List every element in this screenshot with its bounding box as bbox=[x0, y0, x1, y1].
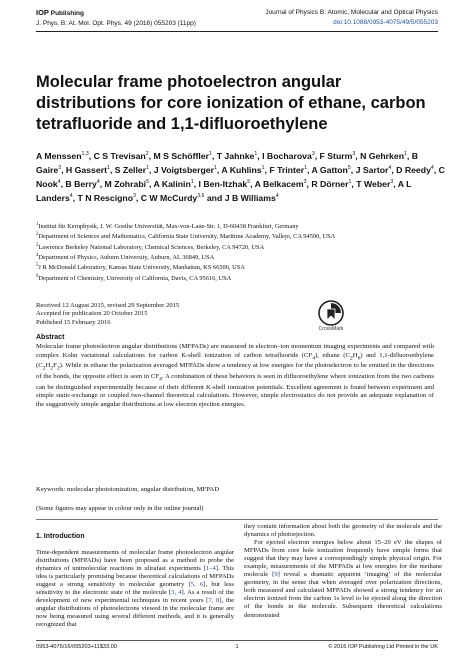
abstract-heading: Abstract bbox=[36, 334, 65, 341]
keywords: Keywords: molecular photoionization, angular distribution, MFPAD bbox=[36, 486, 220, 493]
crossmark-label: CrossMark bbox=[318, 326, 344, 332]
abstract-section bbox=[36, 333, 434, 409]
publication-dates bbox=[36, 302, 179, 327]
header-rule bbox=[36, 31, 438, 32]
affiliation-6: $^6$Department of Chemistry, University of California, Davis, CA 95616, USA bbox=[36, 273, 232, 282]
affiliation-4: $^4$Department of Physics, Auburn University, Auburn, AL 36849, USA bbox=[36, 252, 215, 262]
publisher-logo: IOP Publishing bbox=[36, 8, 84, 17]
citation: J. Phys. B: At. Mol. Opt. Phys. 49 (2016) 055203 (11pp) bbox=[36, 20, 196, 27]
journal-name: Journal of Physics B: Atomic, Molecular and Optical Physics bbox=[265, 9, 438, 16]
abstract-text: Molecular frame photoelectron angular distributions (MFPADs) are measured in electron–ion momentum imaging experiments and compared with complex Kohn variational calculations for carbon K-shell ionization of carbon tetrafluoride $(CF_4)$, ethane $(C_2H_6)$ and 1,1-difluoroethylene $(C_2H_2F_2)$. While in ethane the polarization averaged MFPADs show a tendency at low energies for the photoelectron to be emitted in the directions of the bonds, the opposite effect is seen in $CF_4$. A combination of these behaviors is seen in difluoroethylene where ionization from the two carbons can be distinguished experimentally because of their different K-shell ionization potentials. Excellent agreement is found between experiment and simple static-exchange or coupled two-channel theoretical calculations. However, simple electrostatics do not provide an adequate explanation of the suggestively simple angular distributions at low electron ejection energies. bbox=[36, 343, 434, 408]
published-date: Published 15 February 2016 bbox=[36, 318, 111, 326]
doi-link[interactable]: doi:10.1088/0953-4075/49/5/055203 bbox=[333, 19, 438, 26]
section-heading: 1. Introduction bbox=[36, 533, 85, 540]
journal-header-left bbox=[36, 8, 196, 29]
body-column-left bbox=[36, 523, 234, 629]
footer-code: 0953-4075/16/055203+11$33.00 bbox=[36, 644, 117, 650]
page-footer bbox=[36, 643, 438, 652]
crossmark-icon bbox=[318, 300, 344, 326]
affiliation-5: $^5$J R McDonald Laboratory, Kansas State University, Manhattan, KS 66506, USA bbox=[36, 263, 245, 272]
received-date: Received 12 August 2015, revised 29 September 2015 bbox=[36, 302, 180, 309]
footer-rule bbox=[36, 640, 438, 641]
body-column-right bbox=[244, 523, 442, 620]
affiliation-2: $^2$Department of Sciences and Mathematics, California State University, Maritime Academy, Vallejo, CA 94590, USA bbox=[36, 232, 336, 241]
colour-note: (Some figures may appear in colour only in the online journal) bbox=[36, 505, 204, 512]
affiliations bbox=[36, 221, 436, 283]
section-rule bbox=[36, 519, 438, 520]
accepted-date: Accepted for publication 20 October 2015 bbox=[36, 310, 148, 318]
intro-paragraph-right: For ejected electron energies below about 15–20 eV the shapes of MFPADs from core hole ionization frequently have simple forms that suggest that they may have a correspondingly simple physical origin. For example, measurements of the MFPADs at low energies for the methane molecule [9] reveal a dramatic apparent ‘imaging’ of the molecular geometry, in the sense that when averaged over polarization directions, both measured and calculated MFPADs showed a strong tendency for an electron ionized from the carbon 1s level to be ejected along the direction of the bonds in the molecule. Subsequent theoretical calculations demonstrated bbox=[244, 539, 442, 619]
intro-paragraph-left: Time-dependent measurements of molecular frame photoelectron angular distributions (MFPADs) have been proposed as a method to probe the dynamics of unimolecular reactions in ultrafast experiments [1–4]. This idea is particularly promising because theoretical calculations of MFPADs suggest a strong sensitivity to molecular geometry [5, 6], but less sensitivity to the electronic state of the molecule [3, 4]. As a result of the development of new experimental techniques in recent years [7, 8], the angular distributions of photoelectrons viewed in the molecular frame are now being measured using several different methods, and it is generally recognized that bbox=[36, 549, 234, 629]
journal-header-right bbox=[265, 8, 438, 28]
affiliation-3: $^3$Lawrence Berkeley National Laboratory, Chemical Sciences, Berkeley, CA 94720, USA bbox=[36, 242, 265, 251]
footer-copyright: © 2016 IOP Publishing Ltd Printed in the UK bbox=[328, 644, 438, 650]
crossmark-badge[interactable] bbox=[313, 300, 349, 333]
intro-continuation: they contain information about both the geometry of the molecule and the dynamics of photoejection. bbox=[244, 523, 442, 539]
article-title: Molecular frame photoelectron angular distributions for core ionization of ethane, carbon tetrafluoride and 1,1-difluoroethylene bbox=[36, 73, 426, 133]
affiliation-1: $^1$Institut für Kernphysik, J. W. Goethe Universität, Max-von-Laue-Str. 1, D-60438 Frankfurt, Germany bbox=[36, 222, 299, 231]
page-number: 1 bbox=[235, 644, 239, 650]
author-list: A Menssen$^{1,3}$, C S Trevisan$^2$, M S Schöffler$^1$, T Jahnke$^1$, I Bocharova$^3$, F Sturm$^3$, N Gehrken$^1$, B Gaire$^3$, H Gassert$^1$, S Zeller$^1$, J Voigtsberger$^1$, A Kuhlins$^1$, F Trinter$^1$, A Gatton$^5$, J Sartor$^4$, D Reedy$^4$, C Nook$^4$, B Berry$^4$, M Zohrabi$^5$, A Kalinin$^1$, I Ben-Itzhak$^5$, A Belkacem$^3$, R Dörner$^1$, T Weber$^3$, A L Landers$^4$, T N Rescigno$^3$, C W McCurdy$^{3,6}$ and J B Williams$^4$ bbox=[36, 150, 445, 203]
